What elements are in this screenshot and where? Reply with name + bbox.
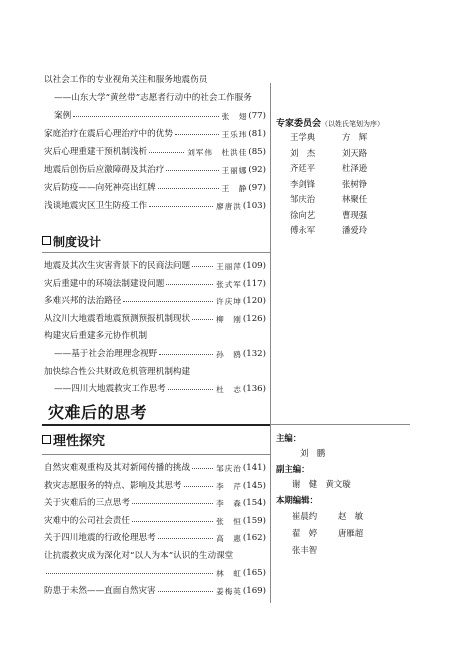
toc-entry[interactable]	[44, 381, 266, 398]
toc-entry-author: 孙 鸥	[216, 350, 242, 359]
committee-member: 王学典	[290, 132, 316, 142]
leader-dots	[158, 188, 219, 189]
toc-entry-title: 案例	[54, 111, 72, 121]
toc-entry-title: 浅谈地震灾区卫生防疫工作	[44, 201, 148, 211]
toc-entry[interactable]	[44, 180, 266, 197]
toc-entry[interactable]	[44, 144, 266, 161]
toc-entry[interactable]	[44, 311, 266, 328]
toc-entry-page: (165)	[242, 568, 266, 578]
section-box-icon	[42, 236, 51, 245]
toc-entry-author: 王 静	[221, 184, 248, 193]
toc-entry-author: 刘军伟 杜洪佳	[187, 148, 248, 157]
toc-entry-page: (103)	[242, 201, 266, 211]
toc-entry-title: 以社会工作的专业视角关注和服务地震伤员	[44, 75, 208, 85]
toc-entry-title: 关于四川地震的行政伦理思考	[44, 533, 156, 543]
toc-entry[interactable]	[44, 583, 266, 600]
leader-dots	[175, 134, 219, 135]
banner-rule-right	[270, 424, 410, 425]
leader-dots	[184, 486, 214, 487]
issue-editor: 崔晨约	[292, 511, 318, 521]
issue-editor: 张丰智	[292, 545, 318, 555]
toc-entry-page: (126)	[242, 313, 266, 324]
deputy-label: 副主编：	[276, 464, 310, 474]
toc-entry[interactable]	[44, 90, 266, 107]
committee-member: 李剑锋	[290, 178, 316, 189]
leader-dots	[192, 468, 213, 469]
toc-entry[interactable]	[44, 478, 266, 495]
committee-member: 刘天路	[342, 147, 368, 158]
editor-name: 刘 鹏	[300, 448, 326, 458]
toc-entry[interactable]	[44, 565, 266, 582]
toc-entry-author: 李 芹	[216, 481, 242, 491]
toc-entry-author: 张式军	[216, 279, 242, 289]
toc-entry[interactable]	[44, 126, 266, 143]
toc-entry-page: (169)	[242, 585, 266, 596]
toc-entry-title: 从汶川大地震看地震预测预报机制现状	[44, 313, 191, 324]
toc-entry-title: 防患于未然——直面自然灾害	[44, 585, 156, 596]
toc-entry-title: ——四川大地震救灾工作思考	[54, 384, 166, 395]
banner-title: 灾难后的思考	[48, 403, 148, 422]
committee-member: 傅永军	[290, 225, 316, 235]
toc-entry-title: 地震后创伤后应激障碍及其治疗	[44, 165, 165, 175]
toc-entry-title: 自然灾难观重构及其对新闻传播的挑战	[44, 463, 191, 473]
toc-entry-title: 灾后重建中的环境法制建设问题	[44, 278, 165, 289]
toc-entry-author: 王丽娜	[221, 166, 248, 175]
toc-entry-page: (162)	[242, 533, 266, 543]
toc-entry-author: 杜 志	[216, 385, 242, 395]
leader-dots	[168, 389, 213, 390]
toc-entry-title: 灾后心理重建干预机制浅析	[44, 147, 148, 157]
toc-entry-title: 加快综合性公共财政危机管理机制构建	[44, 366, 191, 377]
leader-dots	[149, 152, 184, 153]
toc-entry[interactable]	[44, 108, 266, 125]
toc-entry[interactable]	[44, 548, 266, 565]
editor-label: 主编：	[276, 433, 302, 443]
issue-editor: 赵 敏	[338, 511, 364, 521]
toc-entry-title: 灾后防疫——向死神亮出红牌	[44, 183, 156, 193]
committee-member: 林聚任	[342, 194, 368, 204]
toc-entry[interactable]	[44, 162, 266, 179]
section-box-icon	[42, 435, 51, 444]
toc-entry[interactable]	[44, 258, 266, 275]
leader-dots	[166, 170, 218, 171]
toc-entry-page: (145)	[242, 480, 266, 491]
committee-member: 张树铮	[342, 178, 368, 189]
toc-entry[interactable]	[44, 293, 266, 310]
toc-entry-author: 柳 刚	[216, 314, 242, 324]
toc-entry-author: 廖唐洪	[216, 202, 242, 211]
leader-dots	[159, 354, 213, 355]
leader-dots	[123, 301, 213, 302]
leader-dots	[158, 538, 213, 539]
leader-dots	[166, 284, 213, 285]
toc-entry-page: (109)	[242, 261, 266, 271]
toc-entry[interactable]	[44, 328, 266, 345]
leader-dots	[132, 503, 213, 504]
leader-dots	[132, 521, 213, 522]
toc-entry-title: 构建灾后重建多元协作机制	[44, 331, 148, 342]
toc-entry[interactable]	[44, 460, 266, 477]
issue-editor: 唐雁超	[338, 528, 364, 538]
toc-entry-page: (141)	[242, 463, 266, 473]
leader-dots	[46, 573, 213, 574]
toc-entry-page: (159)	[242, 515, 266, 526]
toc-entry-page: (77)	[248, 111, 266, 121]
toc-entry-title: 让抗震救灾成为深化对“以人为本”认识的生动课堂	[44, 550, 234, 561]
toc-entry-page: (85)	[248, 147, 266, 157]
committee-note: （以姓氏笔划为序）	[321, 120, 385, 128]
toc-entry-author: 姜梅英	[216, 586, 242, 596]
toc-entry[interactable]	[44, 495, 266, 512]
toc-entry-page: (136)	[242, 384, 266, 395]
deputy-names: 谢 健 黄文璇	[292, 479, 351, 489]
toc-entry-author: 高 惠	[216, 534, 242, 543]
toc-entry-author: 张 翅	[221, 112, 248, 121]
committee-heading: 专家委员会（以姓氏笔划为序）	[276, 119, 385, 129]
toc-entry[interactable]	[44, 346, 266, 363]
committee-member: 曹现强	[342, 209, 368, 220]
toc-entry-page: (117)	[242, 278, 266, 289]
section-rule	[42, 454, 270, 455]
toc-entry-title: ——山东大学“黄丝带”志愿者行动中的社会工作服务	[54, 93, 252, 103]
committee-member: 方 辉	[342, 132, 368, 142]
leader-dots	[149, 206, 213, 207]
toc-entry-author: 邹庆治	[216, 464, 242, 473]
committee-member: 刘 杰	[290, 147, 316, 158]
committee-member: 徐向艺	[290, 209, 316, 220]
toc-entry-author: 林 虹	[216, 569, 242, 578]
toc-entry-author: 张 恒	[216, 516, 242, 526]
toc-entry[interactable]	[44, 198, 266, 215]
issue-editor: 翟 婷	[292, 528, 318, 538]
toc-entry-title: 灾难中的公司社会责任	[44, 515, 130, 526]
toc-entry[interactable]	[44, 530, 266, 547]
toc-entry-author: 许庆坤	[216, 297, 242, 307]
toc-entry[interactable]	[44, 513, 266, 530]
toc-entry-title: ——基于社会治理理念视野	[54, 349, 158, 359]
column-divider	[270, 83, 271, 603]
toc-entry-page: (97)	[248, 183, 266, 193]
toc-entry-title: 救灾志愿服务的特点、影响及其思考	[44, 480, 182, 491]
toc-entry-page: (120)	[242, 296, 266, 307]
section-heading-institution: 制度设计	[42, 234, 101, 250]
toc-entry[interactable]	[44, 364, 266, 381]
leader-dots	[192, 266, 213, 267]
leader-dots	[158, 591, 213, 592]
committee-member: 齐廷平	[290, 163, 316, 173]
toc-entry-page: (81)	[248, 129, 266, 139]
section-heading-theory: 理性探究	[42, 434, 105, 450]
toc-entry-title: 家庭治疗在震后心理治疗中的优势	[44, 129, 173, 139]
toc-entry-author: 李 森	[216, 499, 242, 508]
committee-member: 邹庆治	[290, 194, 316, 204]
toc-entry-page: (132)	[242, 349, 266, 359]
issue-editor-label: 本期编辑：	[276, 495, 318, 505]
section-rule	[42, 252, 270, 253]
leader-dots	[73, 116, 218, 117]
toc-entry-page: (92)	[248, 165, 266, 175]
banner-rule	[42, 424, 270, 426]
toc-entry-author: 王乐玮	[221, 130, 248, 139]
toc-entry[interactable]	[44, 72, 266, 89]
leader-dots	[192, 319, 213, 320]
toc-entry-author: 王丽萍	[216, 262, 242, 271]
toc-entry-title: 多难兴邦的法治路径	[44, 296, 122, 307]
toc-entry-title: 关于灾难后的三点思考	[44, 498, 130, 508]
committee-member: 杜泽逊	[342, 163, 368, 173]
committee-member: 潘爱玲	[342, 225, 368, 235]
toc-entry[interactable]	[44, 276, 266, 293]
toc-entry-title: 地震及其次生灾害背景下的民商法问题	[44, 261, 191, 271]
toc-entry-page: (154)	[242, 498, 266, 508]
